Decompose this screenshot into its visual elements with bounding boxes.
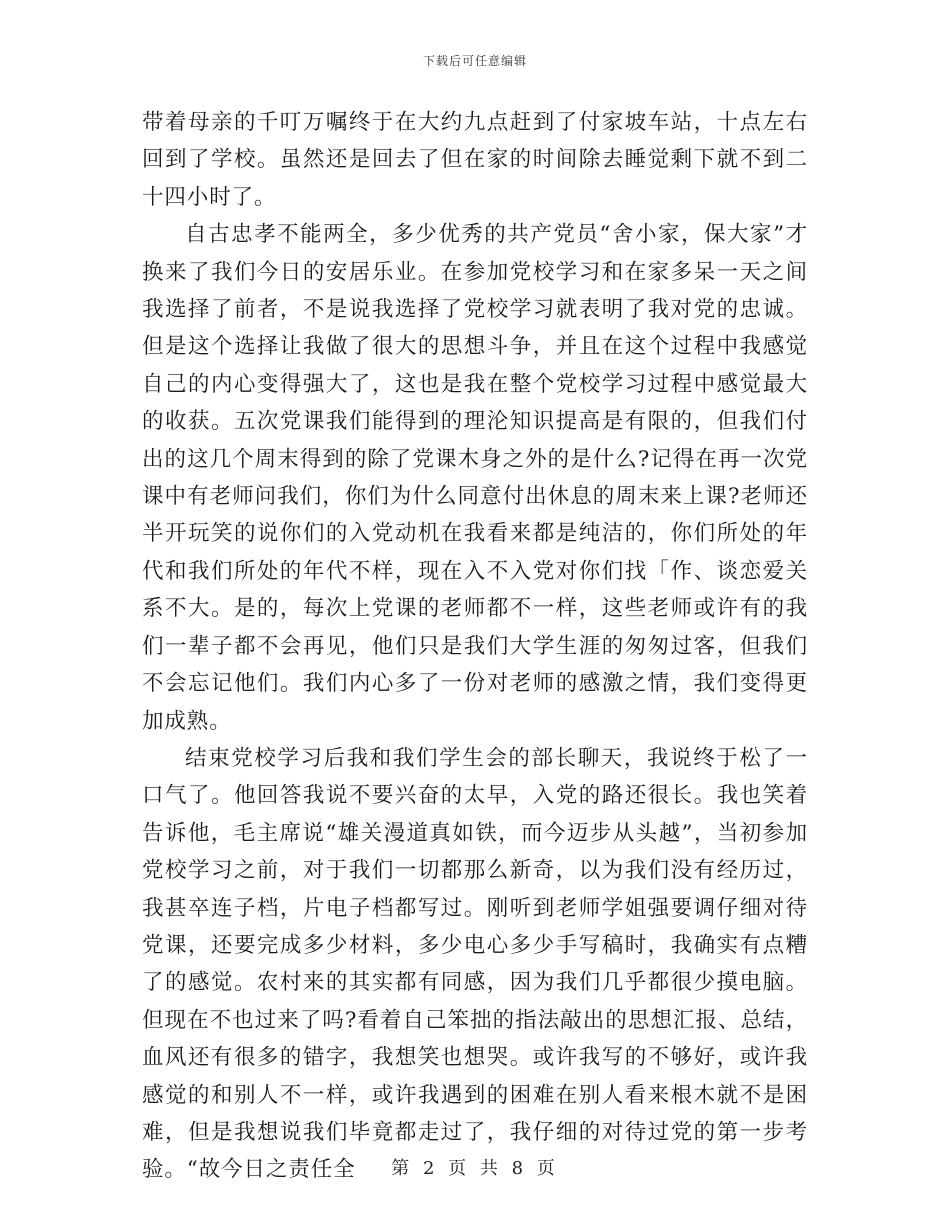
- paragraph-continuation: 带着母亲的千叮万嘱终于在大约九点赶到了付家坡车站，十点左右回到了学校。虽然还是回去了但在家的时间除去睡觉剩下就不到二十四小时了。: [142, 110, 808, 210]
- document-body: [142, 104, 808, 1189]
- page-header: 下载后可任意编辑: [422, 54, 527, 68]
- paragraph: 结束党校学习后我和我们学生会的部长聊天，我说终于松了一口气了。他回答我说不要兴奋的太早，入党的路还很长。我也笑着告诉他，毛主席说“雄关漫道真如铁，而今迈步从头越”，当初参加党校学习之前，对于我们一切都那么新奇，以为我们没有经历过，我甚卒连子档，片电子档都写过。刚听到老师学姐强要调仔细对待党课，还要完成多少材料，多少电心多少手写稿时，我确实有点糟了的感觉。农村来的其实都有同感，因为我们几乎都很少摸电脑。但现在不也过来了吗?看着自己笨拙的指法敲出的思想汇报、总结，血风还有很多的错字，我想笑也想哭。或许我写的不够好，或许我感觉的和别人不一样，或许我遇到的困难在别人看来根木就不是困难，但是我想说我们毕竟都走过了，我仔细的对待过党的第一步考验。“故今日之责任全: [142, 745, 808, 1183]
- paragraph: 自古忠孝不能两全，多少优秀的共产党员“舍小家，保大家”才换来了我们今日的安居乐业。在参加党校学习和在家多呆一天之间我选择了前者，不是说我选择了党校学习就表明了我对党的忠诚。但是这个选择让我做了很大的思想斗争，并且在这个过程中我感觉自己的内心变得强大了，这也是我在整个党校学习过程中感觉最大的收获。五次党课我们能得到的理沦知识提高是有限的，但我们付出的这几个周末得到的除了党课木身之外的是什么?记得在再一次党课中有老师问我们，你们为什么同意付出休息的周末来上课?老师还半开玩笑的说你们的入党动机在我看来都是纯洁的，你们所处的年代和我们所处的年代不样，现在入不入党对你们找「作、谈恋爱关系不大。是的，每次上党课的老师都不一样，这些老师或许有的我们一辈子都不会再见，他们只是我们大学生涯的匆匆过客，但我们不会忘记他们。我们内心多了一份对老师的感激之情，我们变得更加成熟。: [142, 222, 808, 734]
- page-footer: 第 2 页 共 8 页: [391, 1158, 559, 1179]
